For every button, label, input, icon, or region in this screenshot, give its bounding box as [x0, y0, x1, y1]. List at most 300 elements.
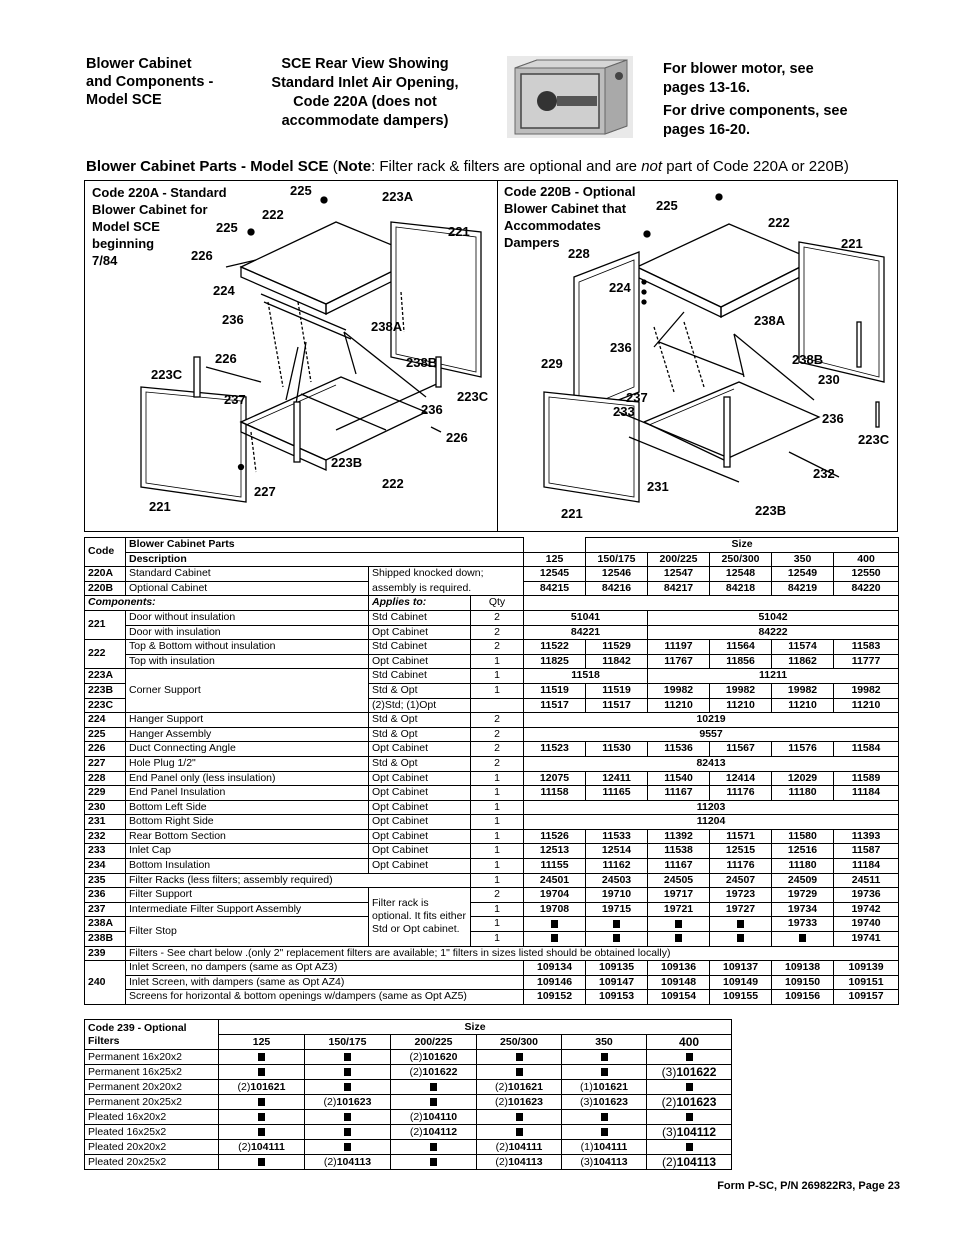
- value-cell: 109153: [586, 990, 648, 1005]
- desc-cell: Door without insulation: [126, 610, 369, 625]
- not-available-cell: [477, 1050, 562, 1065]
- desc-cell: Filter Support: [126, 888, 369, 903]
- value-cell: 12548: [710, 567, 772, 582]
- filter-type: Permanent 20x20x2: [85, 1080, 219, 1095]
- table-row: [85, 888, 899, 903]
- not-available-cell: [586, 917, 648, 932]
- desc-cell: Bottom Right Side: [126, 815, 369, 830]
- value-cell: 11210: [772, 698, 834, 713]
- not-available-mark: [430, 1158, 437, 1166]
- filter-quantity: (1): [580, 1081, 593, 1093]
- not-available-cell: [305, 1125, 391, 1140]
- not-available-mark: [344, 1068, 351, 1076]
- filter-quantity: (2): [409, 1111, 423, 1123]
- value-cell: 109146: [524, 975, 586, 990]
- not-available-mark: [516, 1068, 523, 1076]
- desc-cell: Inlet Screen, no dampers (same as Opt AZ3): [126, 961, 524, 976]
- not-available-mark: [686, 1143, 693, 1151]
- rear-view-caption: [250, 55, 480, 131]
- qty-label: Qty: [471, 596, 524, 611]
- filter-part-number: 101622: [676, 1065, 717, 1079]
- code-cell: 236: [85, 888, 126, 903]
- not-available-mark: [344, 1083, 351, 1091]
- callout-224: 224: [609, 280, 631, 295]
- value-cell: 19727: [710, 902, 772, 917]
- callout-237: 237: [626, 390, 648, 405]
- qty-cell: 1: [471, 917, 524, 932]
- filter-quantity: (2): [238, 1141, 251, 1153]
- value-cell: 12545: [524, 567, 586, 582]
- filter-part-number: 104113: [593, 1156, 628, 1168]
- value-cell: 11167: [648, 786, 710, 801]
- table-row: [85, 946, 899, 961]
- note-text: : Filter rack & filters are optional and are: [371, 158, 642, 175]
- table-row: [85, 581, 899, 596]
- qty-cell: 1: [471, 829, 524, 844]
- applies-cell: Std & Opt: [369, 683, 471, 698]
- callout-222: 222: [262, 207, 284, 222]
- table-row: [85, 800, 899, 815]
- desc-cell: Hanger Assembly: [126, 727, 369, 742]
- desc-cell: Duct Connecting Angle: [126, 742, 369, 757]
- value-cell: 109134: [524, 961, 586, 976]
- value-cell: 11184: [834, 786, 899, 801]
- value-cell: 11210: [834, 698, 899, 713]
- caption-line: Code 220A (does not: [293, 94, 437, 110]
- filter-part-number: 101621: [507, 1081, 543, 1093]
- caption-line: Model SCE: [92, 219, 160, 234]
- qty-cell: 2: [471, 625, 524, 640]
- value-cell: 11526: [524, 829, 586, 844]
- value-cell: 19715: [586, 902, 648, 917]
- not-available-mark: [344, 1053, 351, 1061]
- filter-part-cell: [305, 1095, 391, 1110]
- table-row: [85, 1155, 732, 1170]
- applies-cell: Std Cabinet: [369, 640, 471, 655]
- code-cell: 222: [85, 640, 126, 669]
- table-row: [85, 727, 899, 742]
- qty-cell: 1: [471, 902, 524, 917]
- code-cell: 220A: [85, 567, 126, 582]
- value-cell: 109139: [834, 961, 899, 976]
- not-available-mark: [551, 920, 558, 928]
- filter-part-number: 101623: [592, 1096, 628, 1108]
- xref-line: For blower motor, see: [663, 61, 814, 77]
- filter-part-cell: [391, 1110, 477, 1125]
- value-cell: 24505: [648, 873, 710, 888]
- filter-part-number: 104111: [250, 1141, 285, 1153]
- not-available-cell: [586, 932, 648, 947]
- applies-cell: Std & Opt: [369, 756, 471, 771]
- heading-line: and Components -: [86, 74, 214, 90]
- value-cell: 11518: [524, 669, 648, 684]
- qty-cell: 1: [471, 786, 524, 801]
- callout-229: 229: [541, 356, 563, 371]
- filter-part-cell: [477, 1155, 562, 1170]
- table-row: [85, 742, 899, 757]
- value-cell: 11571: [710, 829, 772, 844]
- size-col: 400: [647, 1035, 732, 1050]
- value-cell: 109148: [648, 975, 710, 990]
- callout-236: 236: [222, 312, 244, 327]
- note-line: Std or Opt cabinet.: [372, 923, 460, 936]
- callout-230: 230: [818, 372, 840, 387]
- desc-cell: Rear Bottom Section: [126, 829, 369, 844]
- callout-238a: 238A: [371, 319, 403, 334]
- filter-part-cell: [219, 1140, 305, 1155]
- not-available-mark: [737, 920, 744, 928]
- desc-cell: Screens for horizontal & bottom openings w/dampers (same as Opt AZ5): [126, 990, 524, 1005]
- sce-rear-view-photo: [507, 56, 633, 138]
- table-row: [85, 1110, 732, 1125]
- desc-cell: Optional Cabinet: [126, 581, 369, 596]
- caption-line: Code 220B - Optional: [504, 184, 636, 199]
- code-cell: 228: [85, 771, 126, 786]
- callout-224: 224: [213, 283, 235, 298]
- qty-cell: 1: [471, 844, 524, 859]
- parts-table: [84, 537, 899, 1005]
- qty-cell: 1: [471, 771, 524, 786]
- value-cell: 11180: [772, 859, 834, 874]
- callout-223b: 223B: [331, 455, 363, 470]
- value-cell: 11540: [648, 771, 710, 786]
- filter-part-number: 104113: [336, 1156, 372, 1168]
- qty-cell: 1: [471, 873, 524, 888]
- not-available-cell: [219, 1125, 305, 1140]
- filter-part-cell: [391, 1125, 477, 1140]
- desc-cell: Corner Support: [126, 669, 369, 713]
- table-row: [85, 1065, 732, 1080]
- callout-238a: 238A: [754, 313, 786, 328]
- value-cell: 12549: [772, 567, 834, 582]
- filter-part-number: 101622: [422, 1066, 458, 1078]
- value-cell: 19982: [834, 683, 899, 698]
- value-cell: 19736: [834, 888, 899, 903]
- value-cell: 19704: [524, 888, 586, 903]
- value-cell: 11210: [648, 698, 710, 713]
- value-cell: 11862: [772, 654, 834, 669]
- filters-table: [84, 1019, 732, 1170]
- header-gap: [524, 538, 586, 553]
- not-available-mark: [516, 1053, 523, 1061]
- value-cell: 19741: [834, 932, 899, 947]
- code-cell: 234: [85, 859, 126, 874]
- filter-quantity: (2): [409, 1066, 423, 1078]
- size-col: 250/300: [477, 1035, 562, 1050]
- value-cell: 19734: [772, 902, 834, 917]
- desc-cell: Top with insulation: [126, 654, 369, 669]
- note-italic: not: [641, 158, 663, 175]
- code-cell: 240: [85, 961, 126, 1005]
- value-cell: 24503: [586, 873, 648, 888]
- filter-part-number: 101623: [336, 1096, 372, 1108]
- not-available-mark: [601, 1113, 608, 1121]
- not-available-mark: [686, 1053, 693, 1061]
- callout-226: 226: [215, 351, 237, 366]
- not-available-cell: [477, 1065, 562, 1080]
- not-available-cell: [562, 1125, 647, 1140]
- size-col: 200/225: [391, 1035, 477, 1050]
- value-cell: 12547: [648, 567, 710, 582]
- callout-226: 226: [191, 248, 213, 263]
- applies-cell: Opt Cabinet: [369, 815, 471, 830]
- not-available-mark: [258, 1128, 265, 1136]
- not-available-cell: [648, 917, 710, 932]
- value-cell: 11167: [648, 859, 710, 874]
- code-cell: 223A: [85, 669, 126, 684]
- value-cell: 84215: [524, 581, 586, 596]
- not-available-mark: [799, 934, 806, 942]
- value-cell: 11522: [524, 640, 586, 655]
- caption-line: Blower Cabinet for: [92, 202, 208, 217]
- code-cell: 220B: [85, 581, 126, 596]
- value-cell: 19740: [834, 917, 899, 932]
- filter-part-cell: [562, 1095, 647, 1110]
- caption-line: Accommodates: [504, 218, 601, 233]
- table-row: [85, 815, 899, 830]
- table-row: [85, 713, 899, 728]
- not-available-cell: [305, 1065, 391, 1080]
- value-cell: 109136: [648, 961, 710, 976]
- applies-cell: (2)Std; (1)Opt: [369, 698, 471, 713]
- value-cell: 11589: [834, 771, 899, 786]
- desc-cell: Hanger Support: [126, 713, 369, 728]
- size-col: 125: [524, 552, 586, 567]
- value-cell: 109150: [772, 975, 834, 990]
- qty-cell: 1: [471, 859, 524, 874]
- value-cell: 11158: [524, 786, 586, 801]
- value-cell: 12546: [586, 567, 648, 582]
- table-header-row: [85, 1020, 732, 1035]
- filter-type: Pleated 16x20x2: [85, 1110, 219, 1125]
- not-available-cell: [710, 917, 772, 932]
- qty-cell: 2: [471, 742, 524, 757]
- not-available-cell: [391, 1080, 477, 1095]
- not-available-cell: [562, 1065, 647, 1080]
- table-row: [85, 975, 899, 990]
- value-cell: 11576: [772, 742, 834, 757]
- qty-cell: 2: [471, 640, 524, 655]
- value-cell: 12029: [772, 771, 834, 786]
- not-available-mark: [430, 1143, 437, 1151]
- components-header-row: [85, 596, 899, 611]
- table-row: [85, 756, 899, 771]
- note-line: optional. It fits either: [372, 910, 466, 923]
- qty-cell: 1: [471, 654, 524, 669]
- filter-part-number: 101623: [507, 1096, 543, 1108]
- qty-cell: 1: [471, 683, 524, 698]
- value-cell: 10219: [524, 713, 899, 728]
- filters-header-line: Filters: [88, 1034, 120, 1047]
- value-cell: 109154: [648, 990, 710, 1005]
- applies-cell: Opt Cabinet: [369, 844, 471, 859]
- value-cell: 24507: [710, 873, 772, 888]
- filter-part-number: 104112: [422, 1126, 458, 1138]
- page-footer: Form P-SC, P/N 269822R3, Page 23: [717, 1180, 900, 1192]
- desc-cell: Intermediate Filter Support Assembly: [126, 902, 369, 917]
- table-row: [85, 859, 899, 874]
- filter-type: Pleated 16x25x2: [85, 1125, 219, 1140]
- value-cell: 12550: [834, 567, 899, 582]
- value-cell: 11180: [772, 786, 834, 801]
- filter-part-number: 104113: [508, 1156, 543, 1168]
- not-available-cell: [647, 1050, 732, 1065]
- cross-reference: [663, 60, 848, 140]
- filter-part-cell: [647, 1155, 732, 1170]
- not-available-mark: [344, 1113, 351, 1121]
- callout-223c: 223C: [457, 389, 489, 404]
- table-row: [85, 1080, 732, 1095]
- size-col: 400: [834, 552, 899, 567]
- value-cell: 11767: [648, 654, 710, 669]
- desc-cell: End Panel Insulation: [126, 786, 369, 801]
- table-row: [85, 1140, 732, 1155]
- not-available-cell: [524, 932, 586, 947]
- filters-body: [85, 1050, 732, 1170]
- value-cell: 11517: [586, 698, 648, 713]
- size-col: 350: [562, 1035, 647, 1050]
- table-row: [85, 990, 899, 1005]
- code-cell: 225: [85, 727, 126, 742]
- table-row: [85, 610, 899, 625]
- caption-line: accommodate dampers): [281, 113, 449, 129]
- callout-221: 221: [149, 499, 171, 514]
- callout-238b: 238B: [406, 355, 438, 370]
- size-col: 250/300: [710, 552, 772, 567]
- table-row: [85, 844, 899, 859]
- code-cell: 223B: [85, 683, 126, 698]
- not-available-cell: [219, 1050, 305, 1065]
- callout-223c: 223C: [151, 367, 183, 382]
- qty-cell: 1: [471, 669, 524, 684]
- value-cell: 12414: [710, 771, 772, 786]
- value-cell: 19708: [524, 902, 586, 917]
- value-cell: 12411: [586, 771, 648, 786]
- value-cell: 11523: [524, 742, 586, 757]
- callout-221: 221: [841, 236, 863, 251]
- value-cell: 19723: [710, 888, 772, 903]
- value-cell: 109137: [710, 961, 772, 976]
- value-cell: 11393: [834, 829, 899, 844]
- value-cell: 11165: [586, 786, 648, 801]
- table-row: [85, 1050, 732, 1065]
- filter-quantity: (2): [661, 1095, 677, 1109]
- value-cell: 84219: [772, 581, 834, 596]
- filter-quantity: (3): [580, 1096, 593, 1108]
- not-available-cell: [524, 917, 586, 932]
- applies-cell: Opt Cabinet: [369, 859, 471, 874]
- code-cell: 230: [85, 800, 126, 815]
- filter-part-cell: [391, 1050, 477, 1065]
- filter-part-number: 104111: [593, 1141, 628, 1153]
- callout-228: 228: [568, 246, 590, 261]
- code-cell: 229: [85, 786, 126, 801]
- value-cell: 109156: [772, 990, 834, 1005]
- not-available-cell: [562, 1110, 647, 1125]
- filter-rack-note: [369, 888, 471, 946]
- table-row: [85, 654, 899, 669]
- code-cell: 231: [85, 815, 126, 830]
- table-row: [85, 640, 899, 655]
- not-available-cell: [647, 1080, 732, 1095]
- value-cell: 11529: [586, 640, 648, 655]
- code-cell: 235: [85, 873, 126, 888]
- desc-cell: Inlet Screen, with dampers (same as Opt AZ4): [126, 975, 524, 990]
- value-cell: 84217: [648, 581, 710, 596]
- value-cell: 19982: [648, 683, 710, 698]
- size-col: 150/175: [305, 1035, 391, 1050]
- filter-part-cell: [562, 1155, 647, 1170]
- size-col: 200/225: [648, 552, 710, 567]
- value-cell: 19733: [772, 917, 834, 932]
- table-header-row: [85, 538, 899, 553]
- filter-type: Permanent 20x25x2: [85, 1095, 219, 1110]
- not-available-mark: [686, 1083, 693, 1091]
- value-cell: 84221: [524, 625, 648, 640]
- not-available-mark: [613, 920, 620, 928]
- code-cell: 224: [85, 713, 126, 728]
- value-cell: 109147: [586, 975, 648, 990]
- value-cell: 84218: [710, 581, 772, 596]
- applies-cell: Opt Cabinet: [369, 771, 471, 786]
- qty-cell: 2: [471, 888, 524, 903]
- caption-line: SCE Rear View Showing: [281, 56, 449, 72]
- callout-233: 233: [613, 404, 635, 419]
- not-available-mark: [675, 920, 682, 928]
- value-cell: 12514: [586, 844, 648, 859]
- value-cell: 11197: [648, 640, 710, 655]
- filter-part-cell: [647, 1095, 732, 1110]
- applies-cell: Opt Cabinet: [369, 742, 471, 757]
- not-available-mark: [516, 1128, 523, 1136]
- callout-231: 231: [647, 479, 669, 494]
- value-cell: 11392: [648, 829, 710, 844]
- not-available-cell: [305, 1050, 391, 1065]
- not-available-cell: [219, 1065, 305, 1080]
- value-cell: 11587: [834, 844, 899, 859]
- callout-222: 222: [768, 215, 790, 230]
- callout-236: 236: [610, 340, 632, 355]
- qty-cell: 2: [471, 756, 524, 771]
- value-cell: 11538: [648, 844, 710, 859]
- not-available-mark: [737, 934, 744, 942]
- heading-line: Blower Cabinet: [86, 56, 192, 72]
- filter-part-cell: [562, 1140, 647, 1155]
- value-cell: 11567: [710, 742, 772, 757]
- value-cell: 11519: [524, 683, 586, 698]
- not-available-cell: [647, 1110, 732, 1125]
- not-available-cell: [477, 1125, 562, 1140]
- callout-226: 226: [446, 430, 468, 445]
- value-cell: 24511: [834, 873, 899, 888]
- size-col: 350: [772, 552, 834, 567]
- value-cell: 12516: [772, 844, 834, 859]
- desc-cell: Filter Racks (less filters; assembly required): [126, 873, 471, 888]
- filter-part-cell: [477, 1095, 562, 1110]
- filter-part-cell: [477, 1140, 562, 1155]
- filter-quantity: (2): [323, 1156, 337, 1168]
- callout-227: 227: [254, 484, 276, 499]
- filter-type: Pleated 20x20x2: [85, 1140, 219, 1155]
- desc-cell: Filters - See chart below .(only 2" replacement filters are available; 1" filters in sizes listed should be obtained locally): [126, 946, 899, 961]
- filter-quantity: (1): [580, 1141, 594, 1153]
- filter-quantity: (2): [495, 1081, 508, 1093]
- filters-header-line: Code 239 - Optional: [88, 1021, 187, 1034]
- value-cell: 19729: [772, 888, 834, 903]
- callout-225: 225: [290, 183, 312, 198]
- callout-236: 236: [421, 402, 443, 417]
- applies-cell: Std Cabinet: [369, 610, 471, 625]
